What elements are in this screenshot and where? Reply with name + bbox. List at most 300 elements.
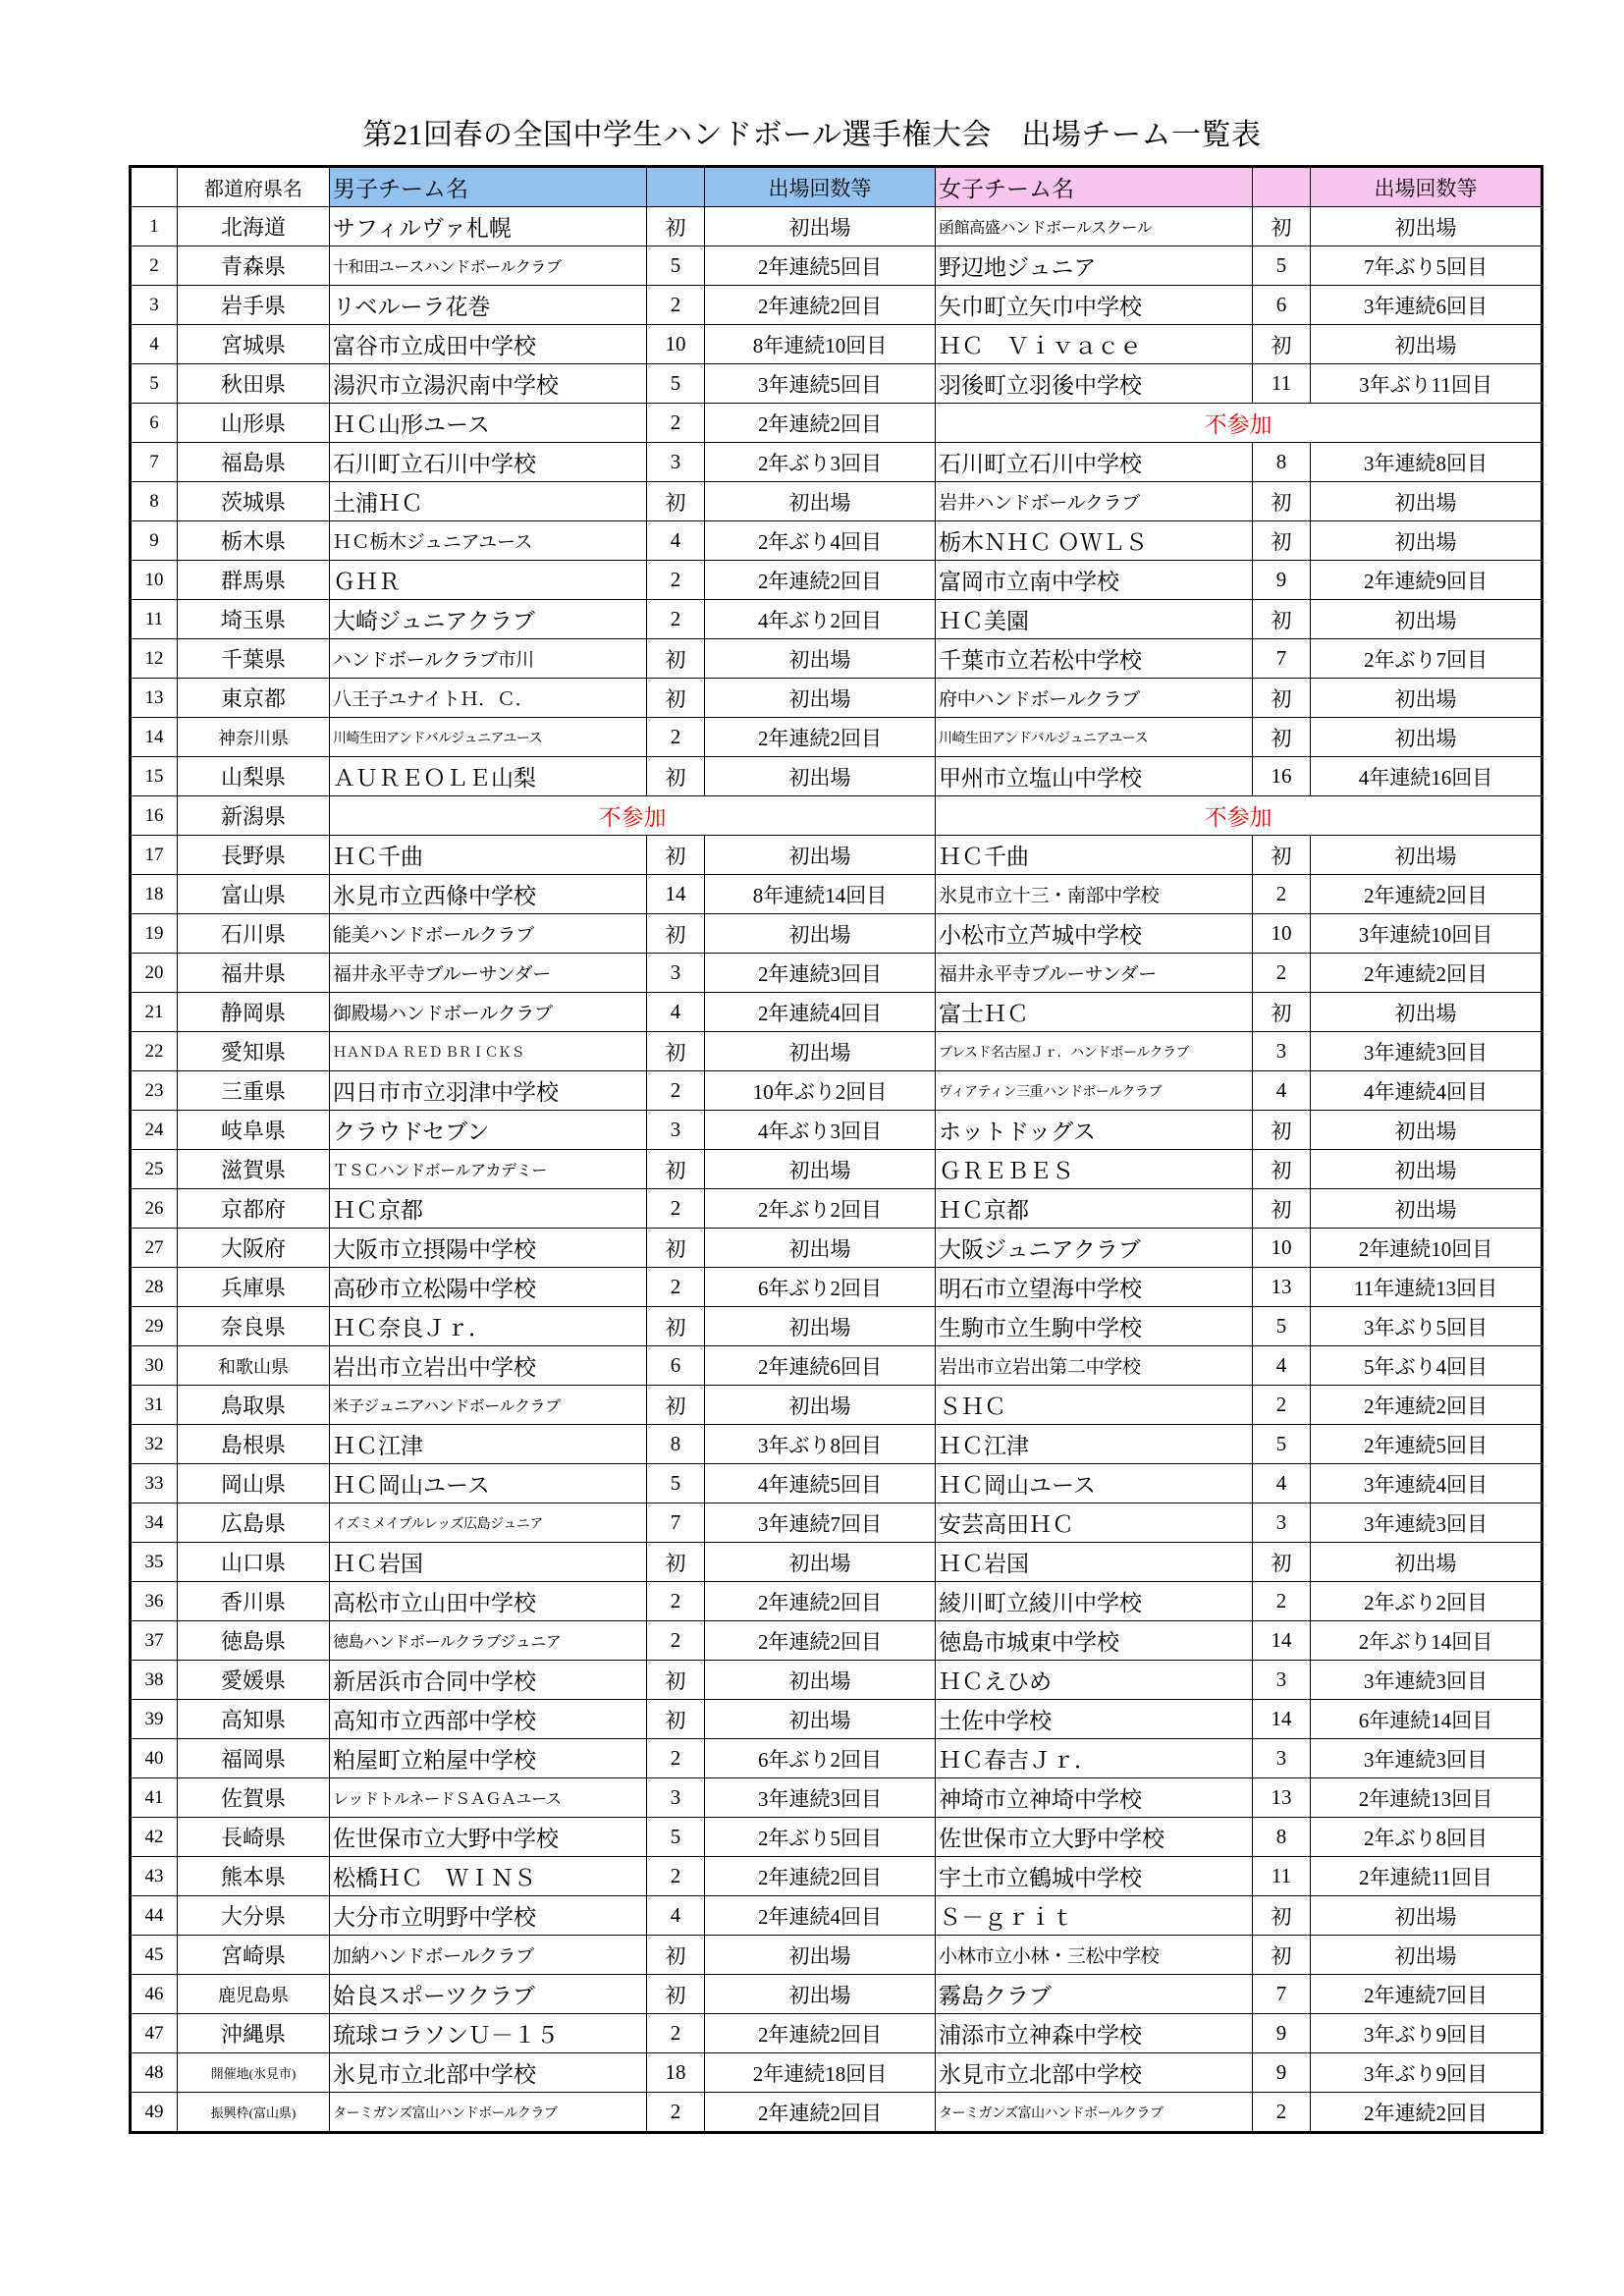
- male-appearance-count: 3: [647, 443, 705, 482]
- male-team-name: レッドトルネードＳＡＧＡユース: [330, 1778, 647, 1818]
- male-team-name: ＨＡＮＤＡ ＲＥＤ ＢＲＩＣＫＳ: [330, 1032, 647, 1071]
- female-team-name: ＳＨＣ: [936, 1386, 1253, 1425]
- female-team-name: 富岡市立南中学校: [936, 561, 1253, 600]
- female-appearance-note: 初出場: [1311, 482, 1543, 521]
- male-appearance-count: 14: [647, 875, 705, 914]
- header-female-team: 女子チーム名: [936, 167, 1253, 207]
- male-appearance-note: 2年連続2回目: [705, 1857, 936, 1896]
- table-row: [131, 1111, 1543, 1150]
- prefecture-name: 山梨県: [178, 757, 330, 796]
- prefecture-name: 長崎県: [178, 1818, 330, 1857]
- row-number: 28: [131, 1268, 178, 1307]
- female-appearance-note: 2年連続10回目: [1311, 1229, 1543, 1268]
- table-row: [131, 1739, 1543, 1778]
- row-number: 45: [131, 1936, 178, 1975]
- prefecture-name: 大阪府: [178, 1229, 330, 1268]
- male-team-name: 琉球コラソンＵ－１５: [330, 2014, 647, 2053]
- row-number: 11: [131, 600, 178, 639]
- row-number: 31: [131, 1386, 178, 1425]
- table-row: [131, 1818, 1543, 1857]
- male-team-name: リベルーラ花巻: [330, 286, 647, 325]
- male-appearance-note: 3年連続5回目: [705, 364, 936, 404]
- male-appearance-note: 2年連続6回目: [705, 1346, 936, 1386]
- table-row: [131, 1896, 1543, 1936]
- female-appearance-count: 4: [1253, 1464, 1311, 1503]
- table-row: [131, 521, 1543, 561]
- female-appearance-note: 初出場: [1311, 325, 1543, 364]
- male-appearance-count: 2: [647, 2014, 705, 2053]
- female-team-name: ＨＣ江津: [936, 1425, 1253, 1464]
- prefecture-name: 沖縄県: [178, 2014, 330, 2053]
- female-team-name: ブレスド名古屋Ｊｒ．ハンドボールクラブ: [936, 1032, 1253, 1071]
- female-appearance-count: 14: [1253, 1621, 1311, 1661]
- female-appearance-count: 3: [1253, 1739, 1311, 1778]
- male-appearance-count: 初: [647, 207, 705, 246]
- table-row: [131, 954, 1543, 993]
- male-appearance-note: 2年連続18回目: [705, 2053, 936, 2093]
- male-appearance-note: 初出場: [705, 1229, 936, 1268]
- male-appearance-note: 初出場: [705, 679, 936, 718]
- female-team-name: 野辺地ジュニア: [936, 246, 1253, 286]
- female-appearance-note: 3年ぶり11回目: [1311, 364, 1543, 404]
- male-appearance-note: 初出場: [705, 1700, 936, 1739]
- female-team-name: ホットドッグス: [936, 1111, 1253, 1150]
- prefecture-name: 三重県: [178, 1071, 330, 1111]
- table-row: [131, 1307, 1543, 1346]
- male-appearance-count: 10: [647, 325, 705, 364]
- table-row: [131, 1503, 1543, 1543]
- female-appearance-note: 3年ぶり9回目: [1311, 2053, 1543, 2093]
- table-row: [131, 1268, 1543, 1307]
- male-team-name: 土浦ＨＣ: [330, 482, 647, 521]
- female-team-name: Ｓ－ｇｒｉｔ: [936, 1896, 1253, 1936]
- female-appearance-count: 6: [1253, 286, 1311, 325]
- prefecture-name: 富山県: [178, 875, 330, 914]
- female-appearance-note: 2年ぶり14回目: [1311, 1621, 1543, 1661]
- male-appearance-note: 2年連続4回目: [705, 993, 936, 1032]
- male-appearance-count: 2: [647, 1189, 705, 1229]
- female-appearance-note: 2年連続5回目: [1311, 1425, 1543, 1464]
- row-number: 42: [131, 1818, 178, 1857]
- table-row: [131, 325, 1543, 364]
- male-team-name: 福井永平寺ブルーサンダー: [330, 954, 647, 993]
- male-appearance-count: 2: [647, 600, 705, 639]
- male-team-name: クラウドセブン: [330, 1111, 647, 1150]
- table-row: [131, 1621, 1543, 1661]
- prefecture-name: 香川県: [178, 1582, 330, 1621]
- row-number: 19: [131, 914, 178, 954]
- prefecture-name: 大分県: [178, 1896, 330, 1936]
- row-number: 10: [131, 561, 178, 600]
- male-appearance-note: 8年連続14回目: [705, 875, 936, 914]
- female-appearance-note: 2年連続2回目: [1311, 954, 1543, 993]
- male-team-name: 御殿場ハンドボールクラブ: [330, 993, 647, 1032]
- male-team-name: 川崎生田アンドバルジュニアユース: [330, 718, 647, 757]
- table-row: [131, 1661, 1543, 1700]
- male-team-name: 十和田ユースハンドボールクラブ: [330, 246, 647, 286]
- row-number: 32: [131, 1425, 178, 1464]
- table-row: [131, 757, 1543, 796]
- female-team-name: 浦添市立神森中学校: [936, 2014, 1253, 2053]
- male-appearance-note: 初出場: [705, 836, 936, 875]
- female-team-name: 氷見市立十三・南部中学校: [936, 875, 1253, 914]
- male-appearance-count: 5: [647, 1818, 705, 1857]
- male-appearance-note: 2年連続2回目: [705, 561, 936, 600]
- female-appearance-note: 初出場: [1311, 993, 1543, 1032]
- female-appearance-note: 2年連続11回目: [1311, 1857, 1543, 1896]
- female-team-name: 千葉市立若松中学校: [936, 639, 1253, 679]
- male-appearance-count: 初: [647, 1229, 705, 1268]
- row-number: 41: [131, 1778, 178, 1818]
- prefecture-name: 静岡県: [178, 993, 330, 1032]
- prefecture-name: 群馬県: [178, 561, 330, 600]
- female-team-name: 土佐中学校: [936, 1700, 1253, 1739]
- prefecture-name: 熊本県: [178, 1857, 330, 1896]
- female-appearance-note: 初出場: [1311, 207, 1543, 246]
- male-appearance-note: 初出場: [705, 1975, 936, 2014]
- header-male-count-n: [647, 167, 705, 207]
- female-team-name: 富士ＨＣ: [936, 993, 1253, 1032]
- male-team-name: ＨＣ江津: [330, 1425, 647, 1464]
- female-team-name: 石川町立石川中学校: [936, 443, 1253, 482]
- female-appearance-count: 14: [1253, 1700, 1311, 1739]
- row-number: 16: [131, 796, 178, 836]
- male-team-name: ハンドボールクラブ市川: [330, 639, 647, 679]
- female-team-name: 岩井ハンドボールクラブ: [936, 482, 1253, 521]
- female-team-name: ＨＣ岩国: [936, 1543, 1253, 1582]
- table-row: [131, 836, 1543, 875]
- male-appearance-note: 8年連続10回目: [705, 325, 936, 364]
- female-appearance-count: 2: [1253, 1582, 1311, 1621]
- female-appearance-note: 初出場: [1311, 718, 1543, 757]
- female-appearance-count: 3: [1253, 1032, 1311, 1071]
- female-appearance-note: 3年連続3回目: [1311, 1661, 1543, 1700]
- male-team-name: 能美ハンドボールクラブ: [330, 914, 647, 954]
- male-appearance-count: 初: [647, 757, 705, 796]
- table-row: [131, 482, 1543, 521]
- male-appearance-count: 2: [647, 1621, 705, 1661]
- table-row: [131, 1425, 1543, 1464]
- row-number: 14: [131, 718, 178, 757]
- table-row: [131, 1032, 1543, 1071]
- male-appearance-count: 初: [647, 1150, 705, 1189]
- row-number: 8: [131, 482, 178, 521]
- male-absent-notice: 不参加: [330, 796, 936, 836]
- female-team-name: 氷見市立北部中学校: [936, 2053, 1253, 2093]
- row-number: 44: [131, 1896, 178, 1936]
- female-appearance-note: 5年ぶり4回目: [1311, 1346, 1543, 1386]
- prefecture-name: 福岡県: [178, 1739, 330, 1778]
- prefecture-name: 栃木県: [178, 521, 330, 561]
- table-body: [131, 207, 1543, 2133]
- female-team-name: 函館高盛ハンドボールスクール: [936, 207, 1253, 246]
- female-appearance-note: 3年連続6回目: [1311, 286, 1543, 325]
- header-female-count: 出場回数等: [1311, 167, 1543, 207]
- header-male-count: 出場回数等: [705, 167, 936, 207]
- female-appearance-note: 3年連続3回目: [1311, 1739, 1543, 1778]
- female-appearance-count: 5: [1253, 1425, 1311, 1464]
- table-row: [131, 443, 1543, 482]
- male-team-name: 徳島ハンドボールクラブジュニア: [330, 1621, 647, 1661]
- male-appearance-count: 初: [647, 836, 705, 875]
- female-appearance-note: 11年連続13回目: [1311, 1268, 1543, 1307]
- female-appearance-count: 初: [1253, 325, 1311, 364]
- male-team-name: 新居浜市合同中学校: [330, 1661, 647, 1700]
- male-appearance-count: 2: [647, 1582, 705, 1621]
- male-appearance-note: 2年連続2回目: [705, 1582, 936, 1621]
- male-appearance-note: 2年ぶり2回目: [705, 1189, 936, 1229]
- row-number: 29: [131, 1307, 178, 1346]
- male-team-name: 高松市立山田中学校: [330, 1582, 647, 1621]
- row-number: 5: [131, 364, 178, 404]
- male-appearance-count: 初: [647, 1661, 705, 1700]
- male-appearance-note: 初出場: [705, 1386, 936, 1425]
- male-team-name: ＨＣ岡山ユース: [330, 1464, 647, 1503]
- male-appearance-count: 初: [647, 482, 705, 521]
- male-appearance-note: 初出場: [705, 1936, 936, 1975]
- female-team-name: ＨＣ美園: [936, 600, 1253, 639]
- female-appearance-count: 初: [1253, 679, 1311, 718]
- female-team-name: 矢巾町立矢巾中学校: [936, 286, 1253, 325]
- prefecture-name: 高知県: [178, 1700, 330, 1739]
- female-appearance-note: 3年連続3回目: [1311, 1503, 1543, 1543]
- table-row: [131, 364, 1543, 404]
- female-appearance-count: 16: [1253, 757, 1311, 796]
- female-appearance-note: 2年連続9回目: [1311, 561, 1543, 600]
- row-number: 9: [131, 521, 178, 561]
- prefecture-name: 山形県: [178, 404, 330, 443]
- prefecture-name: 埼玉県: [178, 600, 330, 639]
- female-appearance-note: 初出場: [1311, 1936, 1543, 1975]
- prefecture-name: 開催地(氷見市): [178, 2053, 330, 2093]
- female-team-name: 安芸高田ＨＣ: [936, 1503, 1253, 1543]
- female-team-name: 府中ハンドボールクラブ: [936, 679, 1253, 718]
- table-row: [131, 718, 1543, 757]
- female-appearance-count: 9: [1253, 2053, 1311, 2093]
- male-team-name: ターミガンズ富山ハンドボールクラブ: [330, 2093, 647, 2133]
- male-team-name: 大阪市立摂陽中学校: [330, 1229, 647, 1268]
- male-team-name: ＨＣ京都: [330, 1189, 647, 1229]
- header-female-count-n: [1253, 167, 1311, 207]
- prefecture-name: 福井県: [178, 954, 330, 993]
- male-team-name: 姶良スポーツクラブ: [330, 1975, 647, 2014]
- female-appearance-count: 初: [1253, 207, 1311, 246]
- row-number: 47: [131, 2014, 178, 2053]
- female-appearance-note: 2年ぶり7回目: [1311, 639, 1543, 679]
- female-appearance-count: 8: [1253, 443, 1311, 482]
- female-team-name: 明石市立望海中学校: [936, 1268, 1253, 1307]
- female-team-name: 川崎生田アンドバルジュニアユース: [936, 718, 1253, 757]
- prefecture-name: 広島県: [178, 1503, 330, 1543]
- male-appearance-note: 4年連続5回目: [705, 1464, 936, 1503]
- female-appearance-note: 2年ぶり2回目: [1311, 1582, 1543, 1621]
- prefecture-name: 長野県: [178, 836, 330, 875]
- female-appearance-note: 2年連続7回目: [1311, 1975, 1543, 2014]
- prefecture-name: 鹿児島県: [178, 1975, 330, 2014]
- male-appearance-note: 6年ぶり2回目: [705, 1268, 936, 1307]
- table-row: [131, 1346, 1543, 1386]
- male-appearance-note: 初出場: [705, 639, 936, 679]
- female-appearance-note: 初出場: [1311, 679, 1543, 718]
- female-appearance-count: 初: [1253, 718, 1311, 757]
- female-appearance-count: 10: [1253, 1229, 1311, 1268]
- female-team-name: 甲州市立塩山中学校: [936, 757, 1253, 796]
- female-appearance-count: 3: [1253, 1661, 1311, 1700]
- table-row: [131, 993, 1543, 1032]
- row-number: 30: [131, 1346, 178, 1386]
- prefecture-name: 奈良県: [178, 1307, 330, 1346]
- male-appearance-count: 3: [647, 1111, 705, 1150]
- male-team-name: 加納ハンドボールクラブ: [330, 1936, 647, 1975]
- male-appearance-count: 2: [647, 404, 705, 443]
- female-appearance-count: 5: [1253, 246, 1311, 286]
- row-number: 48: [131, 2053, 178, 2093]
- female-team-name: ＨＣえひめ: [936, 1661, 1253, 1700]
- table-row: [131, 639, 1543, 679]
- male-appearance-count: 3: [647, 1778, 705, 1818]
- female-team-name: 神埼市立神埼中学校: [936, 1778, 1253, 1818]
- male-team-name: 氷見市立西條中学校: [330, 875, 647, 914]
- male-appearance-count: 初: [647, 639, 705, 679]
- prefecture-name: 佐賀県: [178, 1778, 330, 1818]
- table-row: [131, 561, 1543, 600]
- male-appearance-count: 2: [647, 286, 705, 325]
- row-number: 2: [131, 246, 178, 286]
- male-appearance-note: 初出場: [705, 757, 936, 796]
- row-number: 38: [131, 1661, 178, 1700]
- row-number: 36: [131, 1582, 178, 1621]
- male-appearance-note: 4年ぶり3回目: [705, 1111, 936, 1150]
- female-appearance-count: 初: [1253, 993, 1311, 1032]
- male-appearance-count: 2: [647, 561, 705, 600]
- female-appearance-count: 13: [1253, 1268, 1311, 1307]
- female-team-name: 大阪ジュニアクラブ: [936, 1229, 1253, 1268]
- prefecture-name: 振興枠(富山県): [178, 2093, 330, 2133]
- female-team-name: 福井永平寺ブルーサンダー: [936, 954, 1253, 993]
- table-row: [131, 679, 1543, 718]
- prefecture-name: 岐阜県: [178, 1111, 330, 1150]
- table-row: [131, 404, 1543, 443]
- male-appearance-count: 6: [647, 1346, 705, 1386]
- female-appearance-count: 2: [1253, 875, 1311, 914]
- male-appearance-count: 初: [647, 1543, 705, 1582]
- male-appearance-count: 8: [647, 1425, 705, 1464]
- teams-table: [129, 165, 1543, 2134]
- male-appearance-count: 2: [647, 1739, 705, 1778]
- prefecture-name: 宮崎県: [178, 1936, 330, 1975]
- male-appearance-note: 初出場: [705, 914, 936, 954]
- female-appearance-count: 初: [1253, 1896, 1311, 1936]
- male-team-name: 松橋ＨＣ ＷＩＮＳ: [330, 1857, 647, 1896]
- row-number: 25: [131, 1150, 178, 1189]
- row-number: 24: [131, 1111, 178, 1150]
- male-appearance-note: 2年連続2回目: [705, 286, 936, 325]
- male-team-name: 大分市立明野中学校: [330, 1896, 647, 1936]
- male-appearance-note: 2年ぶり3回目: [705, 443, 936, 482]
- prefecture-name: 鳥取県: [178, 1386, 330, 1425]
- table-row: [131, 796, 1543, 836]
- male-appearance-note: 2年連続5回目: [705, 246, 936, 286]
- female-appearance-note: 3年ぶり5回目: [1311, 1307, 1543, 1346]
- table-row: [131, 1700, 1543, 1739]
- female-team-name: ＨＣ春吉Ｊｒ．: [936, 1739, 1253, 1778]
- row-number: 37: [131, 1621, 178, 1661]
- male-appearance-note: 2年連続2回目: [705, 2093, 936, 2133]
- male-appearance-count: 7: [647, 1503, 705, 1543]
- female-team-name: 小林市立小林・三松中学校: [936, 1936, 1253, 1975]
- table-row: [131, 914, 1543, 954]
- prefecture-name: 秋田県: [178, 364, 330, 404]
- female-appearance-note: 6年連続14回目: [1311, 1700, 1543, 1739]
- female-team-name: 霧島クラブ: [936, 1975, 1253, 2014]
- female-appearance-count: 9: [1253, 561, 1311, 600]
- male-appearance-note: 初出場: [705, 207, 936, 246]
- male-team-name: 四日市市立羽津中学校: [330, 1071, 647, 1111]
- row-number: 18: [131, 875, 178, 914]
- table-row: [131, 246, 1543, 286]
- row-number: 40: [131, 1739, 178, 1778]
- female-absent-notice: 不参加: [936, 404, 1543, 443]
- prefecture-name: 北海道: [178, 207, 330, 246]
- female-appearance-count: 7: [1253, 639, 1311, 679]
- table-row: [131, 1543, 1543, 1582]
- female-appearance-note: 4年連続4回目: [1311, 1071, 1543, 1111]
- table-row: [131, 207, 1543, 246]
- row-number: 15: [131, 757, 178, 796]
- row-number: 13: [131, 679, 178, 718]
- male-appearance-note: 初出場: [705, 482, 936, 521]
- row-number: 17: [131, 836, 178, 875]
- male-appearance-note: 初出場: [705, 1307, 936, 1346]
- male-team-name: 湯沢市立湯沢南中学校: [330, 364, 647, 404]
- female-appearance-count: 2: [1253, 954, 1311, 993]
- male-team-name: 岩出市立岩出中学校: [330, 1346, 647, 1386]
- female-appearance-count: 7: [1253, 1975, 1311, 2014]
- row-number: 23: [131, 1071, 178, 1111]
- prefecture-name: 千葉県: [178, 639, 330, 679]
- prefecture-name: 島根県: [178, 1425, 330, 1464]
- female-team-name: 岩出市立岩出第二中学校: [936, 1346, 1253, 1386]
- male-appearance-count: 3: [647, 954, 705, 993]
- female-appearance-note: 初出場: [1311, 1189, 1543, 1229]
- female-team-name: 生駒市立生駒中学校: [936, 1307, 1253, 1346]
- male-team-name: 佐世保市立大野中学校: [330, 1818, 647, 1857]
- female-appearance-count: 8: [1253, 1818, 1311, 1857]
- male-appearance-note: 2年連続4回目: [705, 1896, 936, 1936]
- male-appearance-count: 5: [647, 364, 705, 404]
- male-team-name: ＴＳＣハンドボールアカデミー: [330, 1150, 647, 1189]
- male-appearance-note: 初出場: [705, 1543, 936, 1582]
- prefecture-name: 岡山県: [178, 1464, 330, 1503]
- prefecture-name: 徳島県: [178, 1621, 330, 1661]
- table-row: [131, 286, 1543, 325]
- table-row: [131, 600, 1543, 639]
- female-appearance-count: 13: [1253, 1778, 1311, 1818]
- male-team-name: 八王子ユナイトＨ．Ｃ．: [330, 679, 647, 718]
- female-appearance-note: 初出場: [1311, 1150, 1543, 1189]
- male-appearance-note: 2年連続2回目: [705, 718, 936, 757]
- male-team-name: ＡＵＲＥＯＬＥ山梨: [330, 757, 647, 796]
- prefecture-name: 滋賀県: [178, 1150, 330, 1189]
- male-team-name: イズミメイプルレッズ広島ジュニア: [330, 1503, 647, 1543]
- male-appearance-note: 2年ぶり4回目: [705, 521, 936, 561]
- row-number: 21: [131, 993, 178, 1032]
- prefecture-name: 岩手県: [178, 286, 330, 325]
- table-row: [131, 1229, 1543, 1268]
- male-appearance-count: 5: [647, 246, 705, 286]
- female-appearance-note: 3年ぶり9回目: [1311, 2014, 1543, 2053]
- male-appearance-note: 2年連続2回目: [705, 1621, 936, 1661]
